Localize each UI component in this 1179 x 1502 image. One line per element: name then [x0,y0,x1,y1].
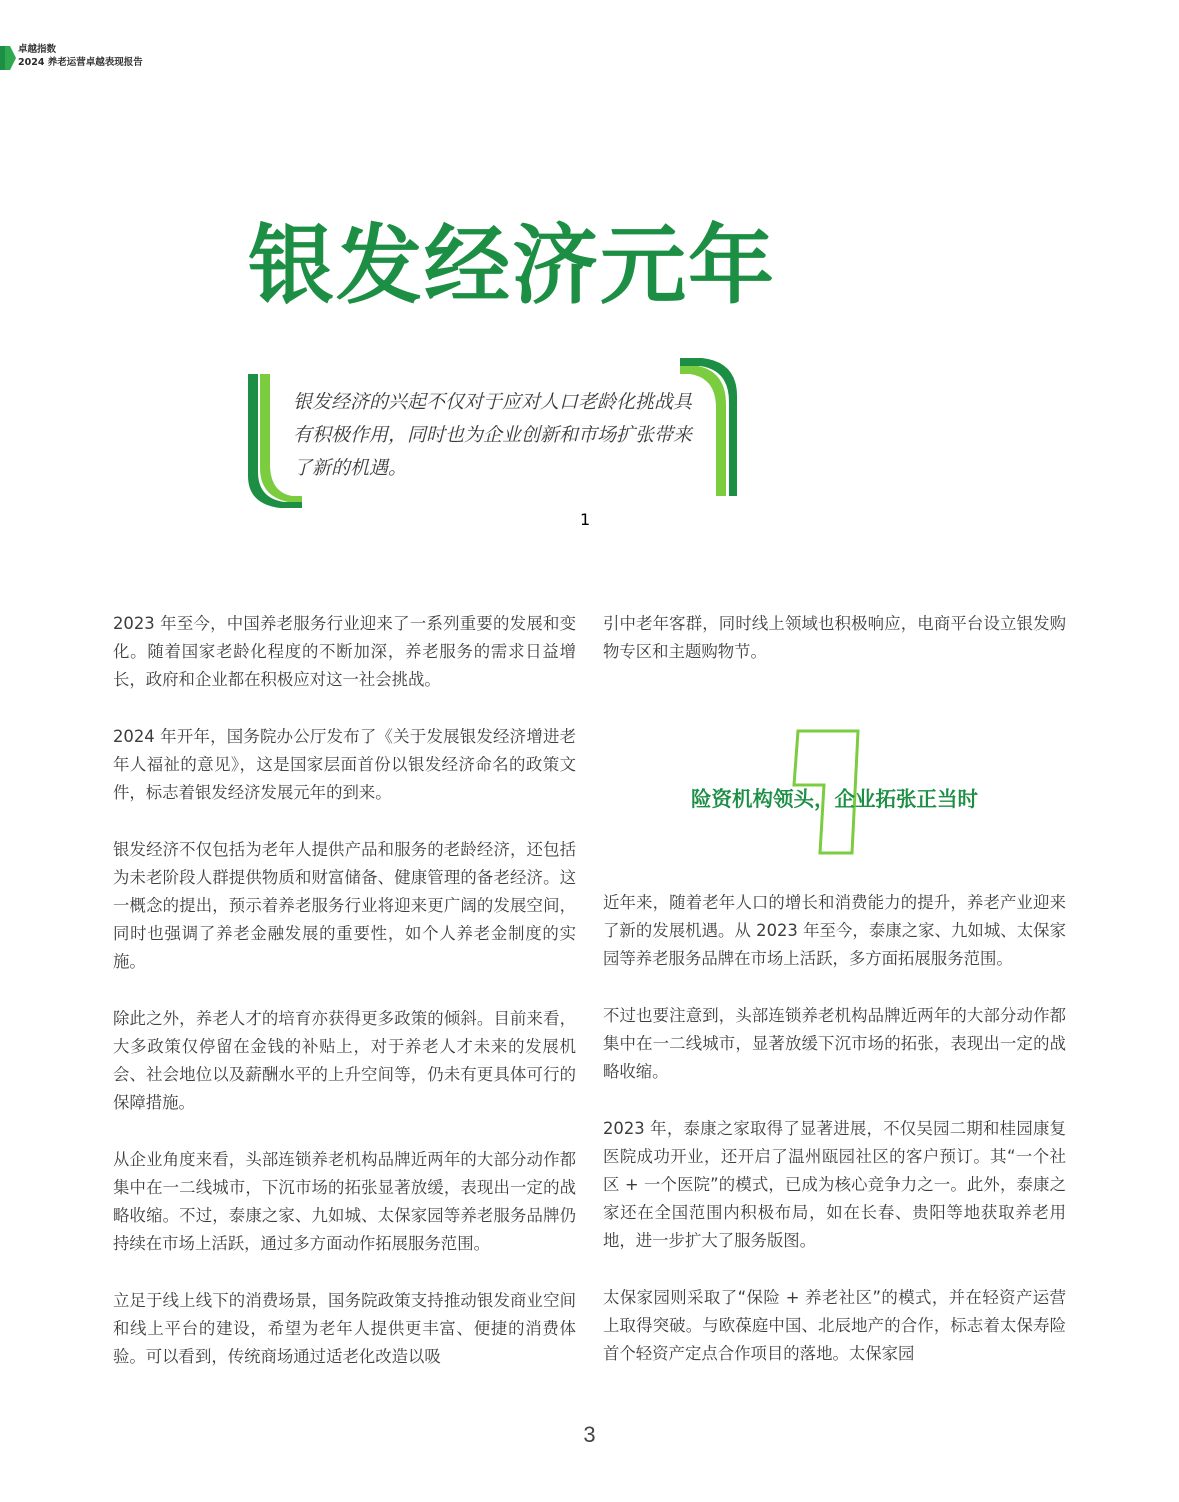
left-column [113,610,576,1400]
paragraph: 太保家园则采取了“保险 + 养老社区”的模式，并在轻资产运营上取得突破。与欧葆庭中国、北辰地产的合作，标志着太保寿险首个轻资产定点合作项目的落地。太保家园 [603,1287,1066,1364]
paragraph: 2023 年至今，中国养老服务行业迎来了一系列重要的发展和变化。随着国家老龄化程度的不断加深，养老服务的需求日益增长，政府和企业都在积极应对这一社会挑战。 [113,614,576,690]
section-number-text: 1 [580,510,591,529]
paragraph: 立足于线上线下的消费场景，国务院政策支持推动银发商业空间和线上平台的建设，希望为老年人提供更丰富、便捷的消费体验。可以看到，传统商场通过适老化改造以吸 [113,1290,576,1367]
green-tab-icon [0,46,16,70]
paragraph: 除此之外，养老人才的培育亦获得更多政策的倾斜。目前来看，大多政策仅停留在金钱的补贴上，对于养老人才未来的发展机会、社会地位以及薪酬水平的上升空间等，仍未有更具体可行的保障措施。 [113,1008,576,1113]
section-title: 险资机构领头，企业拓张正当时 [691,787,978,811]
header-brand: 卓越指数 [18,44,57,55]
paragraph: 引中老年客群，同时线上领域也积极响应，电商平台设立银发购物专区和主题购物节。 [603,614,1066,662]
intro-quote: 银发经济的兴起不仅对于应对人口老龄化挑战具有积极作用，同时也为企业创新和市场扩张带来了新的机遇。 [293,391,693,479]
header-report-title: 2024 养老运营卓越表现报告 [18,57,143,68]
paragraph: 不过也要注意到，头部连锁养老机构品牌近两年的大部分动作都集中在一二线城市，显著放缓下沉市场的拓张，表现出一定的战略收缩。 [603,1005,1066,1082]
paragraph: 银发经济不仅包括为老年人提供产品和服务的老龄经济，还包括为未老阶段人群提供物质和财富储备、健康管理的备老经济。这一概念的提出，预示着养老服务行业将迎来更广阔的发展空间，同时也强调了养老金融发展的重要性，如个人养老金制度的实施。 [113,839,576,972]
paragraph: 近年来，随着老年人口的增长和消费能力的提升，养老产业迎来了新的发展机遇。从 2023 年至今，泰康之家、九如城、太保家园等养老服务品牌在市场上活跃，多方面拓展服务范围。 [603,893,1066,969]
right-column-top [603,610,1066,695]
paragraph: 2023 年，泰康之家取得了显著进展，不仅吴园二期和桂园康复医院成功开业，还开启了温州瓯园社区的客户预订。其“一个社区 + 一个医院”的模式，已成为核心竞争力之一。此外，泰康之家还在全国范围内积极布局，如在长春、贵阳等地获取养老用地，进一步扩大了服务版图。 [603,1118,1066,1251]
paragraph: 从企业角度来看，头部连锁养老机构品牌近两年的大部分动作都集中在一二线城市，下沉市场的拓张显著放缓，表现出一定的战略收缩。不过，泰康之家、九如城、太保家园等养老服务品牌仍持续在市场上活跃，通过多方面动作拓展服务范围。 [113,1149,576,1254]
right-column-bottom [603,889,1066,1397]
page-title: 银发经济元年 [248,216,776,316]
paragraph: 2024 年开年，国务院办公厅发布了《关于发展银发经济增进老年人福祉的意见》，这是国家层面首份以银发经济命名的政策文件，标志着银发经济发展元年的到来。 [113,726,576,803]
page-number: 3 [583,1422,596,1447]
